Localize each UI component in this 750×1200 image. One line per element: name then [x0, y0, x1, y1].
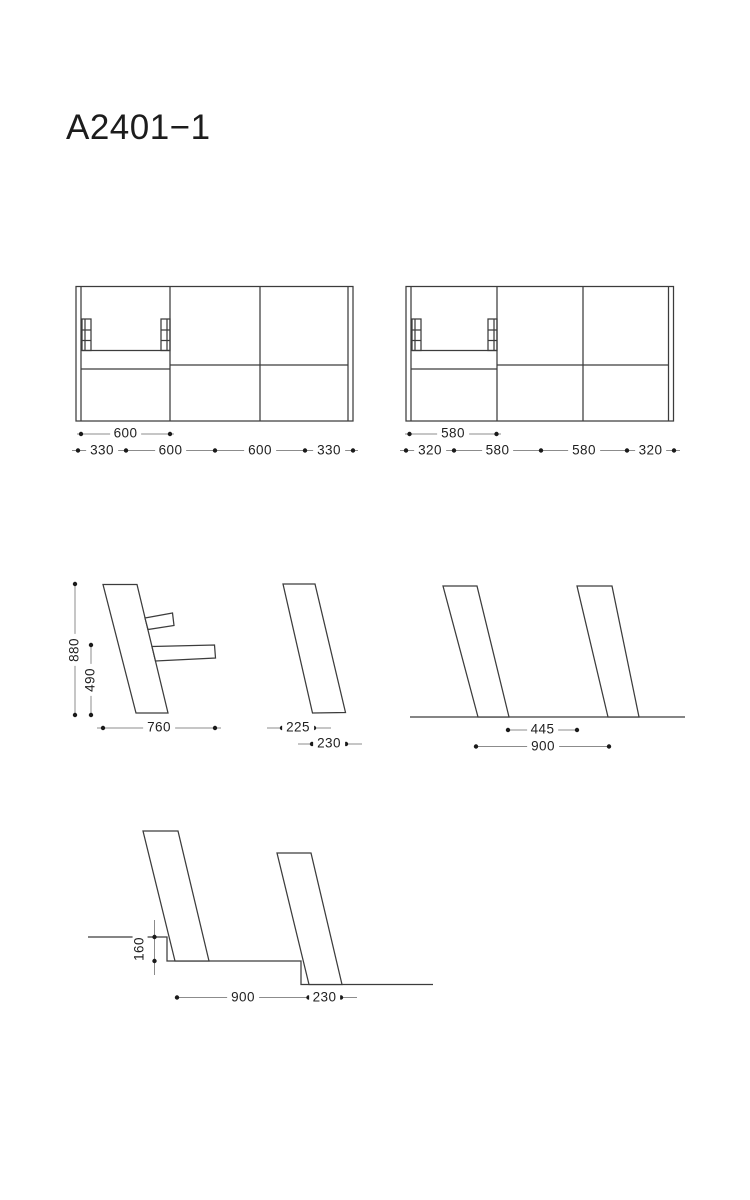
dim-front-left-bay: 600	[110, 427, 142, 442]
cabinet-outline	[406, 287, 674, 422]
dim-panels-inner-gap: 445	[527, 723, 559, 738]
bracket-body	[412, 319, 421, 351]
slide-bracket-right	[488, 319, 497, 351]
side-view-two-panels	[410, 586, 685, 717]
dim-front-right-width-1: 320	[414, 443, 446, 458]
dim-dot	[539, 448, 543, 452]
dim-dot	[73, 713, 77, 717]
slide-bracket-right	[161, 319, 170, 351]
slide-bracket-left	[82, 319, 91, 351]
slanted-panel-b	[277, 853, 342, 985]
dim-dot	[607, 744, 611, 748]
dim-dot	[152, 959, 156, 963]
dim-dot	[407, 432, 411, 436]
dim-dot	[303, 448, 307, 452]
dim-dot	[101, 726, 105, 730]
dim-front-right-width-2: 580	[482, 443, 514, 458]
dim-dot	[79, 432, 83, 436]
dim-front-right-width-3: 580	[568, 443, 600, 458]
seat-shelf	[152, 645, 216, 661]
dim-panels-spacing: 900	[527, 739, 559, 754]
dim-front-right-bay: 580	[437, 427, 469, 442]
bracket-body	[161, 319, 170, 351]
front-view-left	[76, 287, 353, 422]
dim-dot	[89, 713, 93, 717]
dim-front-left-width-3: 600	[244, 443, 276, 458]
dim-dot	[351, 448, 355, 452]
dim-seat-height: 490	[84, 664, 99, 696]
dim-dot	[625, 448, 629, 452]
dim-dot	[452, 448, 456, 452]
dim-dot	[76, 448, 80, 452]
cabinet-outline	[76, 287, 353, 422]
slanted-panel-b	[577, 586, 639, 717]
dim-dot	[73, 582, 77, 586]
front-view-right	[406, 287, 674, 422]
dim-step-spacing: 900	[227, 990, 259, 1005]
page-title: A2401−1	[66, 108, 211, 147]
dim-total-height: 880	[68, 634, 83, 666]
dim-dot	[213, 448, 217, 452]
armrest-shelf	[145, 613, 174, 630]
dim-dot	[168, 432, 172, 436]
slanted-panel	[283, 584, 346, 713]
dim-dot	[672, 448, 676, 452]
dim-dot	[213, 726, 217, 730]
dim-dot	[404, 448, 408, 452]
dim-dot	[124, 448, 128, 452]
dim-dot	[506, 728, 510, 732]
dim-step-height: 160	[133, 933, 148, 965]
dim-front-left-width-2: 600	[155, 443, 187, 458]
dim-front-left-width-1: 330	[86, 443, 118, 458]
dim-step-base-width: 230	[309, 990, 341, 1005]
dim-dot	[575, 728, 579, 732]
slanted-panel-a	[443, 586, 509, 717]
dim-panel-base-width: 230	[313, 737, 345, 752]
dim-dot	[89, 643, 93, 647]
bracket-body	[82, 319, 91, 351]
dim-dot	[175, 995, 179, 999]
dim-front-right-width-4: 320	[635, 443, 667, 458]
side-view-shelves	[103, 585, 216, 714]
dim-front-left-width-4: 330	[313, 443, 345, 458]
dim-seat-base-width: 760	[143, 721, 175, 736]
slanted-panel-a	[143, 831, 209, 961]
slide-bracket-left	[412, 319, 421, 351]
dim-dot	[474, 744, 478, 748]
dim-panel-top-width: 225	[282, 721, 314, 736]
dim-dot	[494, 432, 498, 436]
bracket-body	[488, 319, 497, 351]
side-view-single-panel	[283, 584, 346, 713]
dim-dot	[152, 935, 156, 939]
